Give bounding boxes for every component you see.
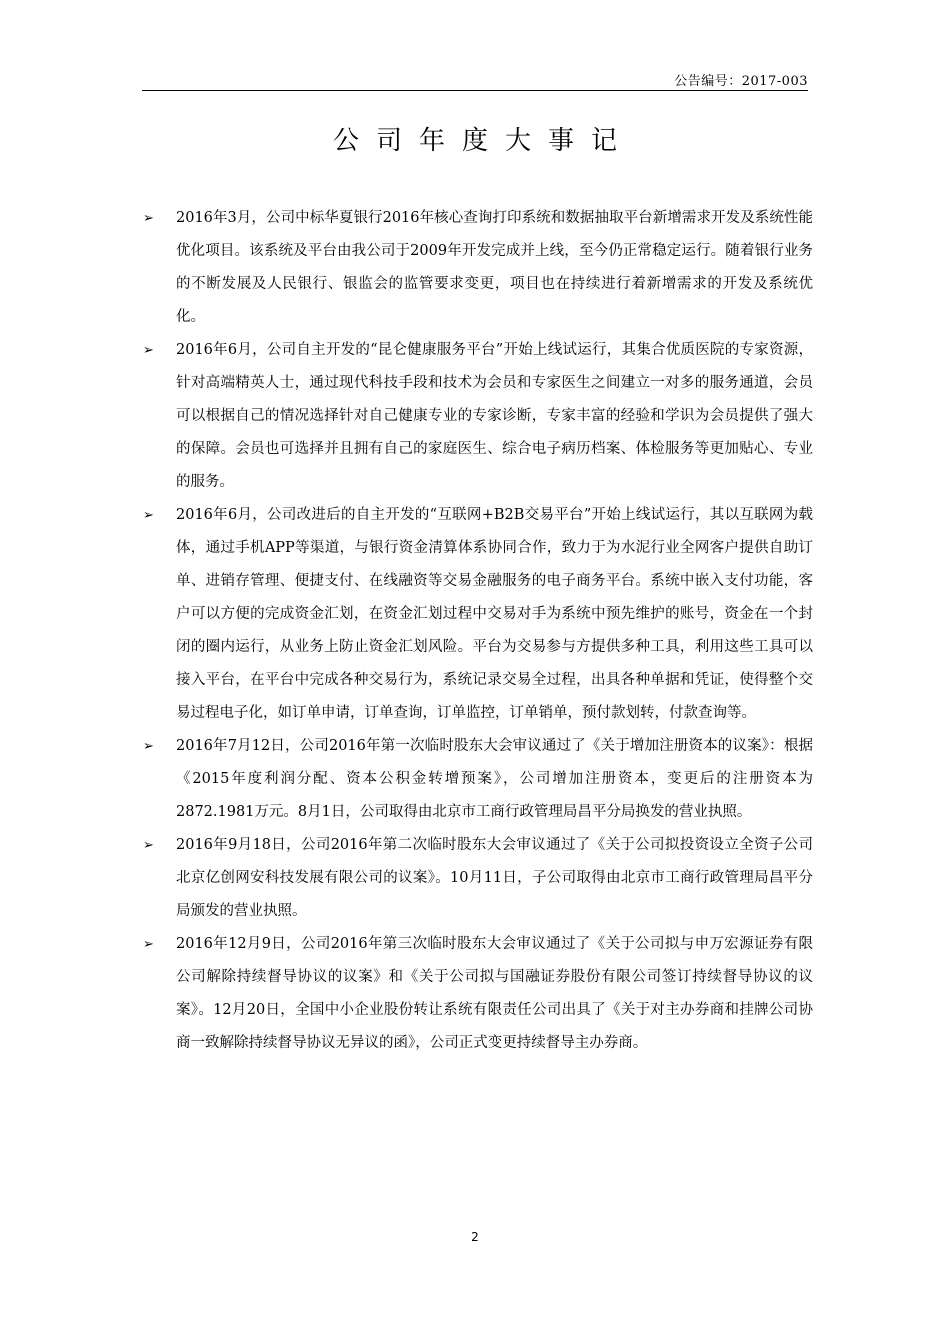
event-text: 2016年9月18日，公司2016年第二次临时股东大会审议通过了《关于公司拟投资设立全资子公司北京亿创网安科技发展有限公司的议案》。10月11日，子公司取得由北京市工商行政管理局昌平分局颁发的营业执照。 — [176, 837, 813, 919]
arrow-bullet-icon: ➢ — [143, 343, 154, 358]
event-item — [143, 730, 813, 829]
announcement-number: 公告编号：2017-003 — [674, 74, 808, 89]
arrow-bullet-icon: ➢ — [143, 211, 154, 226]
header-divider — [142, 90, 808, 91]
arrow-bullet-icon: ➢ — [143, 508, 154, 523]
event-text: 2016年12月9日，公司2016年第三次临时股东大会审议通过了《关于公司拟与申万宏源证券有限公司解除持续督导协议的议案》和《关于公司拟与国融证券股份有限公司签订持续督导协议的议案》。12月20日，全国中小企业股份转让系统有限责任公司出具了《关于对主办券商和挂牌公司协商一致解除持续督导协议无异议的函》，公司正式变更持续督导主办券商。 — [176, 936, 813, 1051]
event-item — [143, 202, 813, 334]
event-text: 2016年3月，公司中标华夏银行2016年核心查询打印系统和数据抽取平台新增需求开发及系统性能优化项目。该系统及平台由我公司于2009年开发完成并上线，至今仍正常稳定运行。随着银行业务的不断发展及人民银行、银监会的监管要求变更，项目也在持续进行着新增需求的开发及系统优化。 — [176, 210, 813, 325]
event-text: 2016年7月12日，公司2016年第一次临时股东大会审议通过了《关于增加注册资本的议案》：根据《2015年度利润分配、资本公积金转增预案》，公司增加注册资本，变更后的注册资本为2872.1981万元。8月1日，公司取得由北京市工商行政管理局昌平分局换发的营业执照。 — [176, 738, 813, 820]
arrow-bullet-icon: ➢ — [143, 739, 154, 754]
event-text: 2016年6月，公司改进后的自主开发的“互联网+B2B交易平台”开始上线试运行，其以互联网为载体，通过手机APP等渠道，与银行资金清算体系协同合作，致力于为水泥行业全网客户提供自助订单、进销存管理、便捷支付、在线融资等交易金融服务的电子商务平台。系统中嵌入支付功能，客户可以方便的完成资金汇划，在资金汇划过程中交易对手为系统中预先维护的账号，资金在一个封闭的圈内运行，从业务上防止资金汇划风险。平台为交易参与方提供多种工具，利用这些工具可以接入平台，在平台中完成各种交易行为，系统记录交易全过程，出具各种单据和凭证，使得整个交易过程电子化，如订单申请，订单查询，订单监控，订单销单，预付款划转，付款查询等。 — [176, 507, 813, 721]
event-item — [143, 334, 813, 499]
event-list — [143, 202, 813, 1060]
arrow-bullet-icon: ➢ — [143, 838, 154, 853]
event-item — [143, 499, 813, 730]
page-number: 2 — [471, 1230, 479, 1244]
arrow-bullet-icon: ➢ — [143, 937, 154, 952]
page-title: 公司年度大事记 — [332, 126, 634, 156]
event-text: 2016年6月，公司自主开发的“昆仑健康服务平台”开始上线试运行，其集合优质医院的专家资源，针对高端精英人士，通过现代科技手段和技术为会员和专家医生之间建立一对多的服务通道，会员可以根据自己的情况选择针对自己健康专业的专家诊断，专家丰富的经验和学识为会员提供了强大的保障。会员也可选择并且拥有自己的家庭医生、综合电子病历档案、体检服务等更加贴心、专业的服务。 — [176, 342, 813, 490]
event-item — [143, 928, 813, 1060]
event-item — [143, 829, 813, 928]
